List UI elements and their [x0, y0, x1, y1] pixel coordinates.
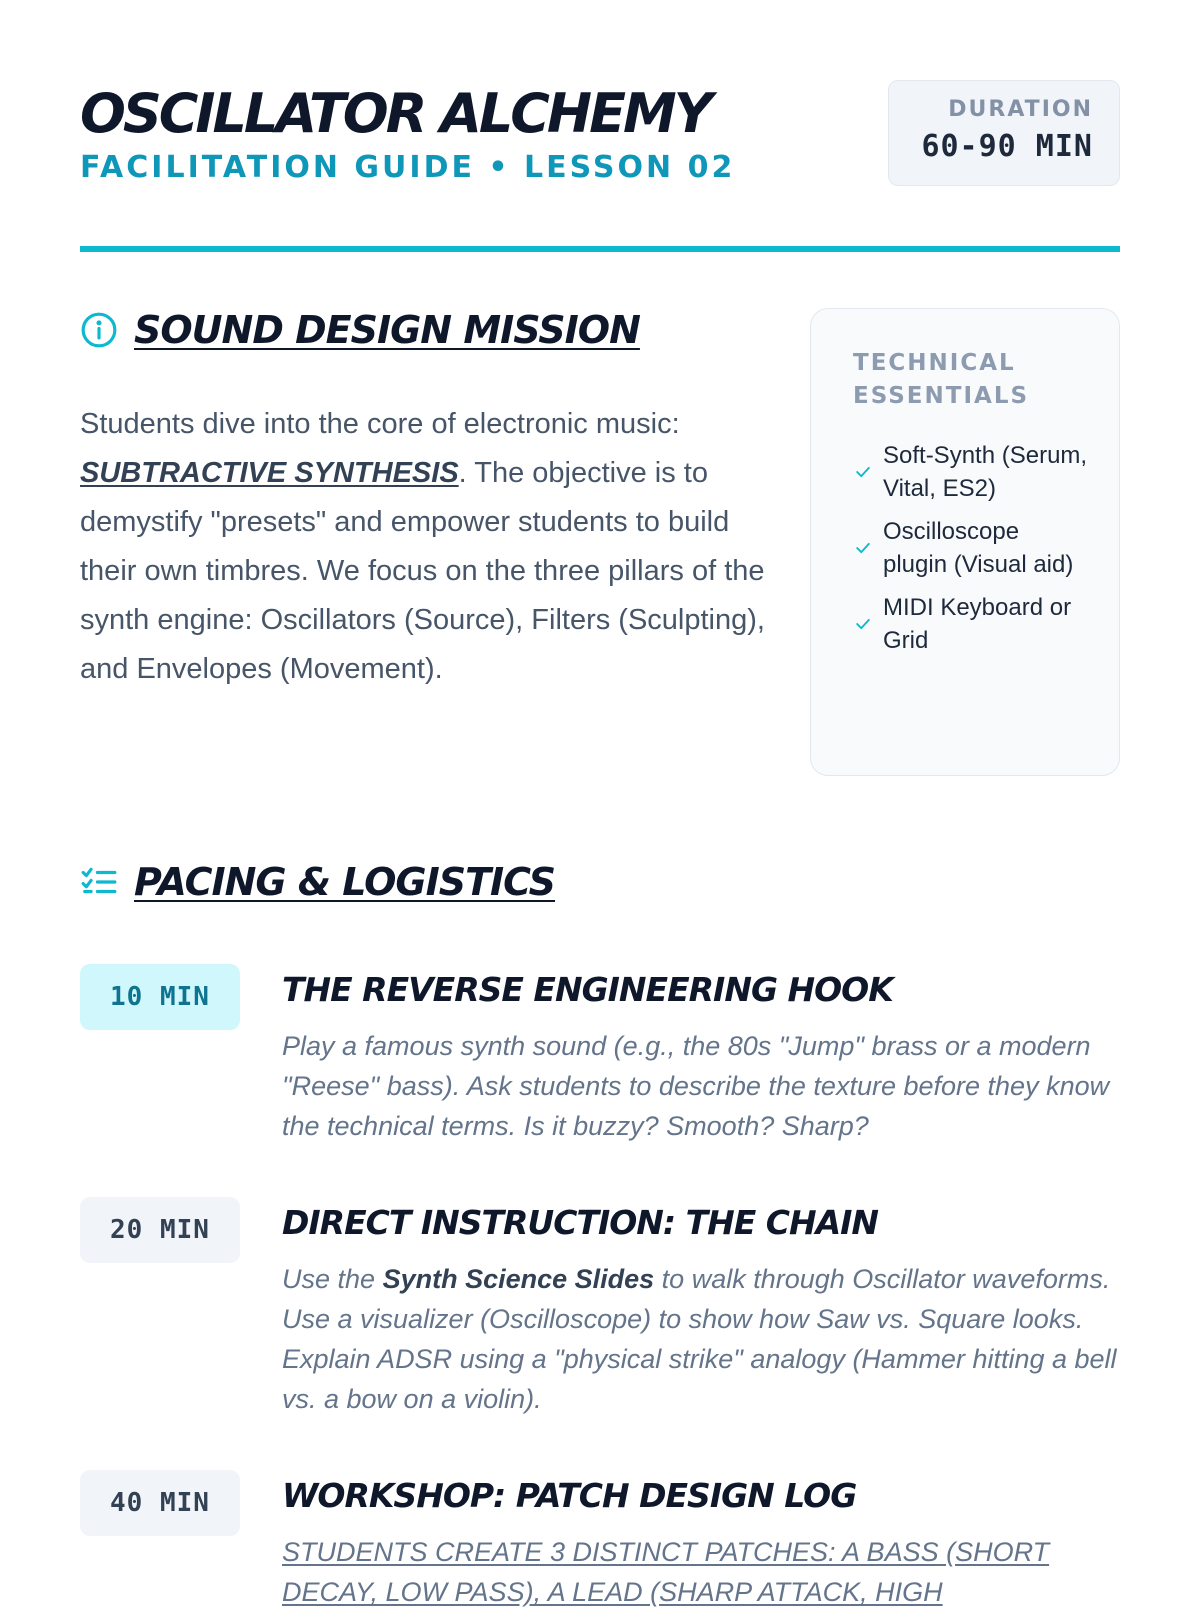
mission-heading: SOUND DESIGN MISSION	[134, 308, 640, 352]
essentials-item	[853, 515, 1089, 581]
time-badge: 40 MIN	[80, 1470, 240, 1536]
essentials-title: TECHNICAL ESSENTIALS	[853, 350, 1030, 409]
check-icon	[853, 614, 873, 634]
time-badge: 10 MIN	[80, 964, 240, 1030]
technical-essentials-card	[810, 308, 1120, 776]
duration-value: 60-90 MIN	[921, 129, 1093, 164]
essentials-item-label: Oscilloscope plugin (Visual aid)	[883, 518, 1074, 578]
pacing-heading: PACING & LOGISTICS	[134, 860, 556, 904]
essentials-item-label: MIDI Keyboard or Grid	[883, 594, 1072, 654]
activity-text-body: to walk through Oscillator waveforms. Use a visualizer (Oscilloscope) to show how Saw vs. Square looks. Explain ADSR using a "physical strike" analogy (Hammer hitting a bell vs. a bow on a violin).	[282, 1264, 1117, 1414]
check-icon	[853, 462, 873, 482]
activity-description	[282, 1259, 1132, 1419]
mission-text-intro: Students dive into the core of electronic music:	[80, 408, 680, 440]
activity-title: WORKSHOP: PATCH DESIGN LOG	[282, 1476, 857, 1515]
activity-title: DIRECT INSTRUCTION: THE CHAIN	[282, 1203, 879, 1242]
slides-reference: Synth Science Slides	[382, 1264, 655, 1294]
essentials-item	[853, 439, 1089, 505]
pacing-heading-row	[80, 856, 555, 908]
essentials-item	[853, 591, 1089, 657]
mission-emphasis: SUBTRACTIVE SYNTHESIS	[80, 457, 459, 489]
mission-text	[80, 400, 780, 694]
check-icon	[853, 538, 873, 558]
activity-description: Play a famous synth sound (e.g., the 80s "Jump" brass or a modern "Reese" bass). Ask students to describe the texture before they know the technical terms. Is it buzzy? Smooth? Sharp?	[282, 1031, 1110, 1141]
activity-description: STUDENTS CREATE 3 DISTINCT PATCHES: A BASS (SHORT DECAY, LOW PASS), A LEAD (SHARP ATTACK, HIGH	[282, 1537, 1050, 1607]
page-header	[80, 78, 1120, 198]
checklist-icon	[80, 863, 118, 901]
duration-label: DURATION	[948, 97, 1093, 122]
page-subtitle: FACILITATION GUIDE • LESSON 02	[80, 150, 736, 185]
essentials-item-label: Soft-Synth (Serum, Vital, ES2)	[883, 442, 1088, 502]
header-divider	[80, 246, 1120, 252]
duration-box	[888, 80, 1120, 186]
mission-text-body: . The objective is to demystify "presets" and empower students to build their own timbres. We focus on the three pillars of the synth engine: Oscillators (Source), Filters (Sculpting), and Envelopes (Movement).	[80, 457, 765, 685]
time-badge: 20 MIN	[80, 1197, 240, 1263]
activity-text-intro: Use the	[282, 1264, 383, 1294]
page-title: OSCILLATOR ALCHEMY	[80, 82, 710, 145]
info-icon	[80, 311, 118, 349]
activity-title: THE REVERSE ENGINEERING HOOK	[282, 970, 893, 1009]
mission-heading-row	[80, 304, 640, 356]
